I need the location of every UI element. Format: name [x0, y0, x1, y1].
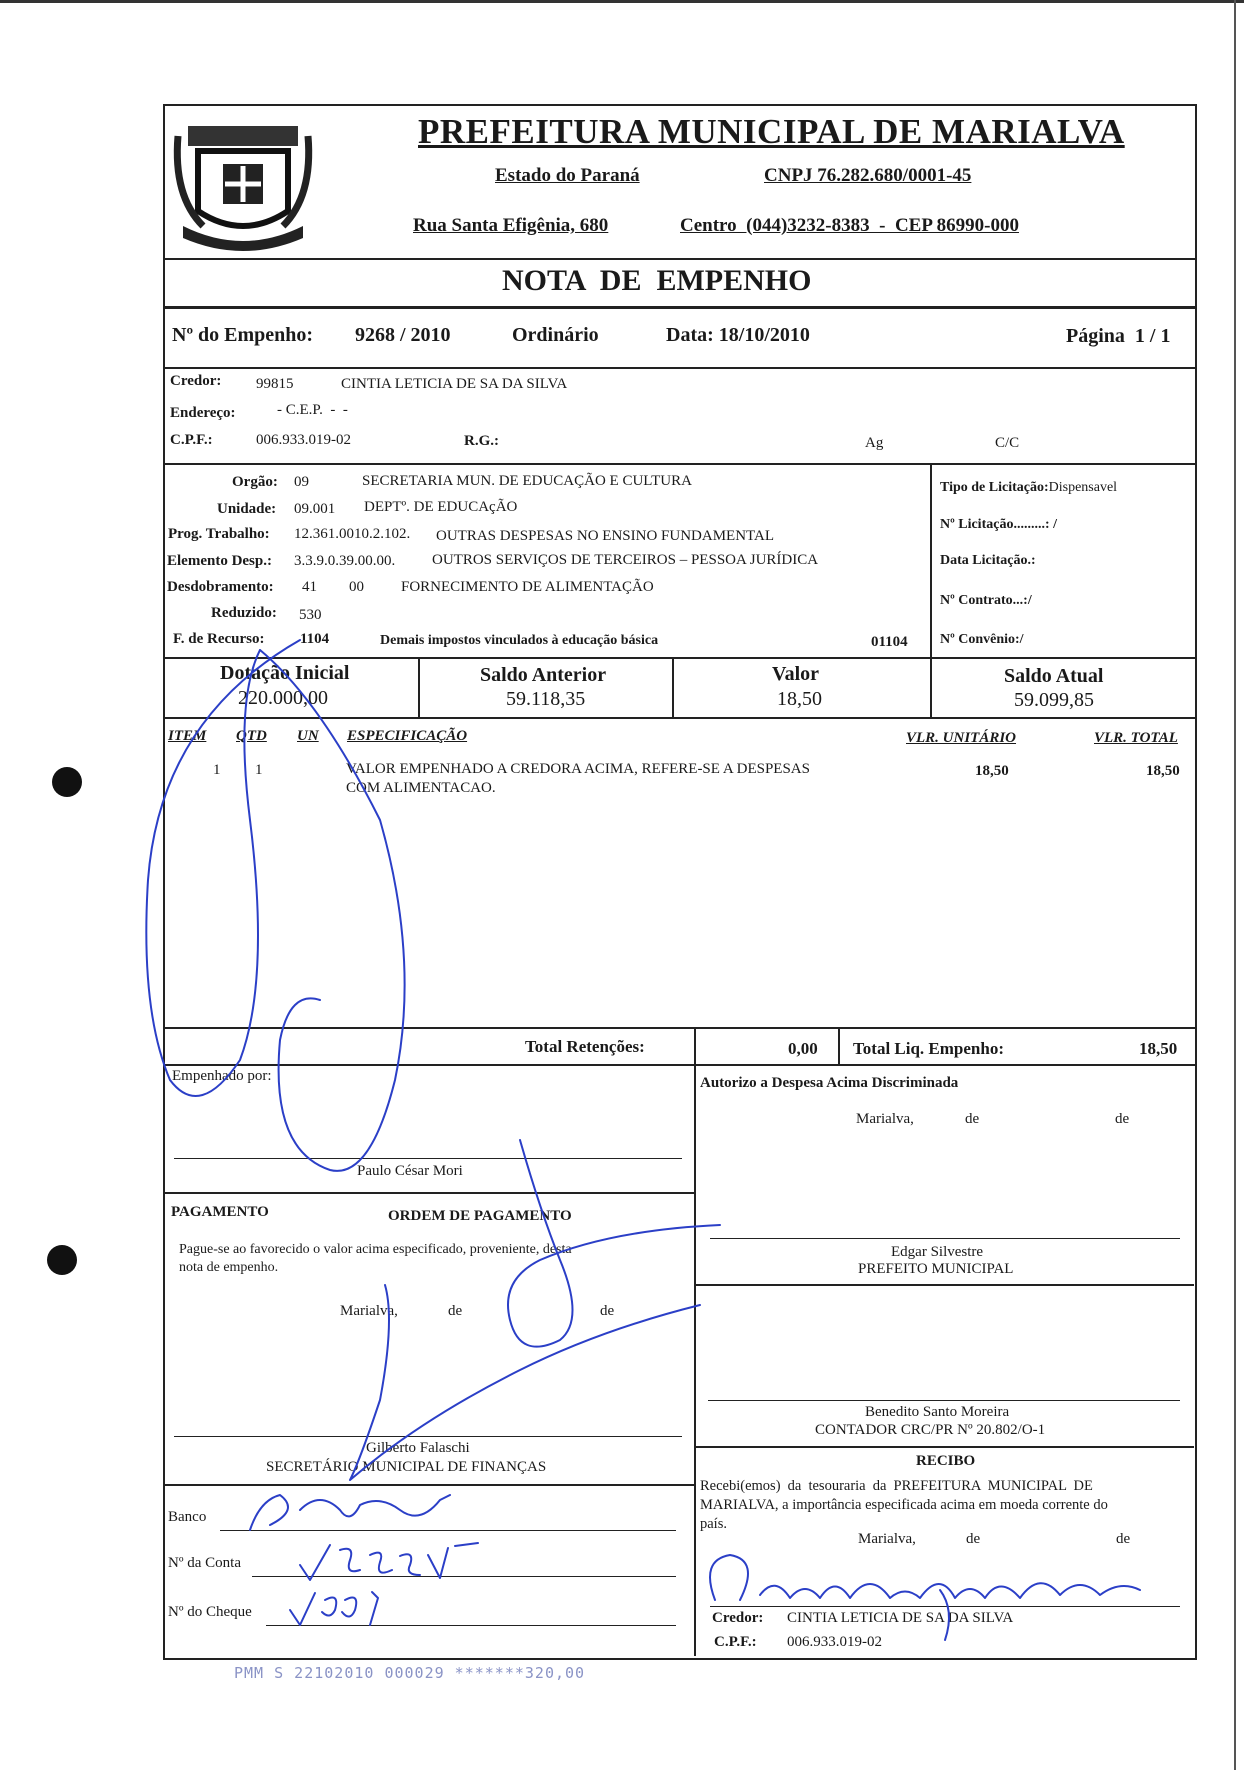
prefeito-title: PREFEITO MUNICIPAL [858, 1261, 1014, 1277]
saldo-anterior-value: 59.118,35 [506, 688, 586, 710]
reduzido-label: Reduzido: [211, 605, 277, 621]
recibo-text-line2: MARIALVA, a importância especificada acima em moeda corrente do [700, 1497, 1108, 1513]
saldo-anterior-label: Saldo Anterior [480, 664, 607, 686]
address-field: - C.E.P. - - [277, 402, 348, 418]
orgao-label: Orgão: [232, 474, 278, 490]
col-header-vlr-unitario: VLR. UNITÁRIO [906, 730, 1017, 746]
recibo-city: Marialva, [858, 1531, 916, 1547]
pagamento-de1: de [448, 1303, 463, 1319]
licitacao-number: Nº Licitação.........: / [940, 517, 1057, 532]
prog-label: Prog. Trabalho: [168, 526, 270, 542]
item-number: 1 [213, 762, 221, 778]
banco-label: Banco [168, 1509, 207, 1525]
ag-label: Ag [865, 435, 884, 451]
conta-label: Nº da Conta [168, 1555, 241, 1571]
item-qty: 1 [255, 762, 263, 778]
empenhado-label: Empenhado por: [172, 1068, 272, 1084]
convenio-number: Nº Convênio:/ [940, 632, 1024, 647]
payment-stamp: PMM S 22102010 000029 *******320,00 [234, 1664, 586, 1682]
empenho-date: Data: 18/10/2010 [666, 324, 810, 346]
document-title: NOTA DE EMPENHO [502, 264, 812, 297]
elemento-code: 3.3.9.0.39.00.00. [294, 553, 396, 569]
cpf-label: C.P.F.: [170, 432, 213, 448]
prog-name: OUTRAS DESPESAS NO ENSINO FUNDAMENTAL [436, 528, 774, 544]
desdobramento-code2: 00 [349, 579, 364, 595]
autorizo-city: Marialva, [856, 1111, 914, 1127]
autorizo-label: Autorizo a Despesa Acima Discriminada [700, 1075, 959, 1091]
recibo-credor-label: Credor: [712, 1610, 764, 1626]
recibo-text-line3: país. [700, 1516, 727, 1532]
pagamento-de2: de [600, 1303, 615, 1319]
address-label: Rua Santa Efigênia, 680 [413, 215, 609, 236]
cheque-label: Nº do Cheque [168, 1604, 252, 1620]
pagamento-text-line1: Pague-se ao favorecido o valor acima especificado, proveniente, desta [179, 1242, 572, 1257]
autorizo-de1: de [965, 1111, 980, 1127]
recibo-credor-name: CINTIA LETICIA DE SA DA SILVA [787, 1610, 1014, 1626]
reduzido-value: 530 [299, 607, 322, 623]
prefeito-name: Edgar Silvestre [891, 1244, 984, 1260]
recibo-de1: de [966, 1531, 981, 1547]
dotacao-value: 220.000,00 [238, 687, 328, 709]
total-retencoes-value: 0,00 [788, 1039, 818, 1058]
unidade-label: Unidade: [217, 501, 277, 517]
item-total-price: 18,50 [1146, 763, 1180, 779]
contador-name: Benedito Santo Moreira [865, 1404, 1010, 1420]
col-header-vlr-total: VLR. TOTAL [1094, 730, 1178, 746]
saldo-atual-value: 59.099,85 [1014, 689, 1094, 711]
cc-label: C/C [995, 435, 1020, 451]
recurso-name: Demais impostos vinculados à educação básica [380, 633, 659, 648]
orgao-code: 09 [294, 474, 309, 490]
desdobramento-code1: 41 [302, 579, 317, 595]
licitacao-type-label: Tipo de Licitação:Dispensavel [940, 480, 1118, 495]
col-header-un: UN [297, 728, 319, 744]
valor-value: 18,50 [777, 688, 822, 710]
credor-code: 99815 [256, 376, 294, 392]
page-number: Página 1 / 1 [1066, 325, 1171, 347]
secretario-name: Gilberto Falaschi [366, 1440, 470, 1456]
credor-name: CINTIA LETICIA DE SA DA SILVA [341, 376, 568, 392]
col-header-qtd: QTD [236, 728, 267, 744]
contrato-number: Nº Contrato...:/ [940, 593, 1032, 608]
item-desc-line1: VALOR EMPENHADO A CREDORA ACIMA, REFERE-SE A DESPESAS [346, 761, 810, 777]
total-liq-value: 18,50 [1139, 1039, 1178, 1058]
licitacao-date: Data Licitação.: [940, 553, 1036, 568]
unidade-name: DEPTº. DE EDUCAçÃO [364, 499, 518, 515]
recibo-title: RECIBO [916, 1453, 976, 1469]
municipality-title: PREFEITURA MUNICIPAL DE MARIALVA [418, 112, 1125, 151]
empenho-type: Ordinário [512, 324, 599, 346]
recibo-de2: de [1116, 1531, 1131, 1547]
secretario-title: SECRETÁRIO MUNICIPAL DE FINANÇAS [266, 1459, 547, 1475]
empenhado-name: Paulo César Mori [357, 1163, 463, 1179]
elemento-label: Elemento Desp.: [167, 553, 272, 569]
autorizo-de2: de [1115, 1111, 1130, 1127]
total-retencoes-label: Total Retenções: [525, 1037, 645, 1056]
item-unit-price: 18,50 [975, 763, 1009, 779]
col-header-especificacao: ESPECIFICAÇÃO [347, 728, 468, 744]
recibo-cpf-label: C.P.F.: [714, 1634, 757, 1650]
desdobramento-name: FORNECIMENTO DE ALIMENTAÇÃO [401, 579, 654, 595]
prog-code: 12.361.0010.2.102. [294, 526, 411, 542]
valor-label: Valor [772, 663, 820, 685]
total-liq-label: Total Liq. Empenho: [853, 1039, 1004, 1058]
saldo-atual-label: Saldo Atual [1004, 665, 1104, 687]
empenho-number-label: Nº do Empenho: [172, 324, 314, 346]
pagamento-label: PAGAMENTO [171, 1204, 269, 1220]
orgao-name: SECRETARIA MUN. DE EDUCAÇÃO E CULTURA [362, 473, 692, 489]
pagamento-text-line2: nota de empenho. [179, 1260, 279, 1275]
recibo-cpf-value: 006.933.019-02 [787, 1634, 882, 1650]
desdobramento-label: Desdobramento: [167, 579, 274, 595]
pagamento-city: Marialva, [340, 1303, 398, 1319]
state-label: Estado do Paraná [495, 165, 640, 186]
cpf-value: 006.933.019-02 [256, 432, 351, 448]
address-field-label: Endereço: [170, 405, 236, 421]
contador-title: CONTADOR CRC/PR Nº 20.802/O-1 [815, 1422, 1046, 1438]
recurso-label: F. de Recurso: [173, 631, 265, 647]
elemento-name: OUTROS SERVIÇOS DE TERCEIROS – PESSOA JURÍDICA [432, 552, 819, 568]
dotacao-label: Dotação Inicial [220, 662, 350, 684]
contact-label: Centro (044)3232-8383 - CEP 86990-000 [680, 215, 1019, 236]
ordem-pagamento-label: ORDEM DE PAGAMENTO [388, 1208, 572, 1224]
recibo-text-line1: Recebi(emos) da tesouraria da PREFEITURA MUNICIPAL DE [700, 1478, 1093, 1494]
rg-label: R.G.: [464, 433, 499, 449]
recurso-code2: 01104 [871, 634, 908, 650]
recurso-code: 1104 [300, 631, 330, 647]
cnpj-label: CNPJ 76.282.680/0001-45 [764, 165, 972, 186]
item-desc-line2: COM ALIMENTACAO. [346, 780, 496, 796]
col-header-item: ITEM [168, 728, 207, 744]
empenho-number: 9268 / 2010 [355, 324, 451, 346]
unidade-code: 09.001 [294, 501, 336, 517]
credor-label: Credor: [170, 373, 222, 389]
